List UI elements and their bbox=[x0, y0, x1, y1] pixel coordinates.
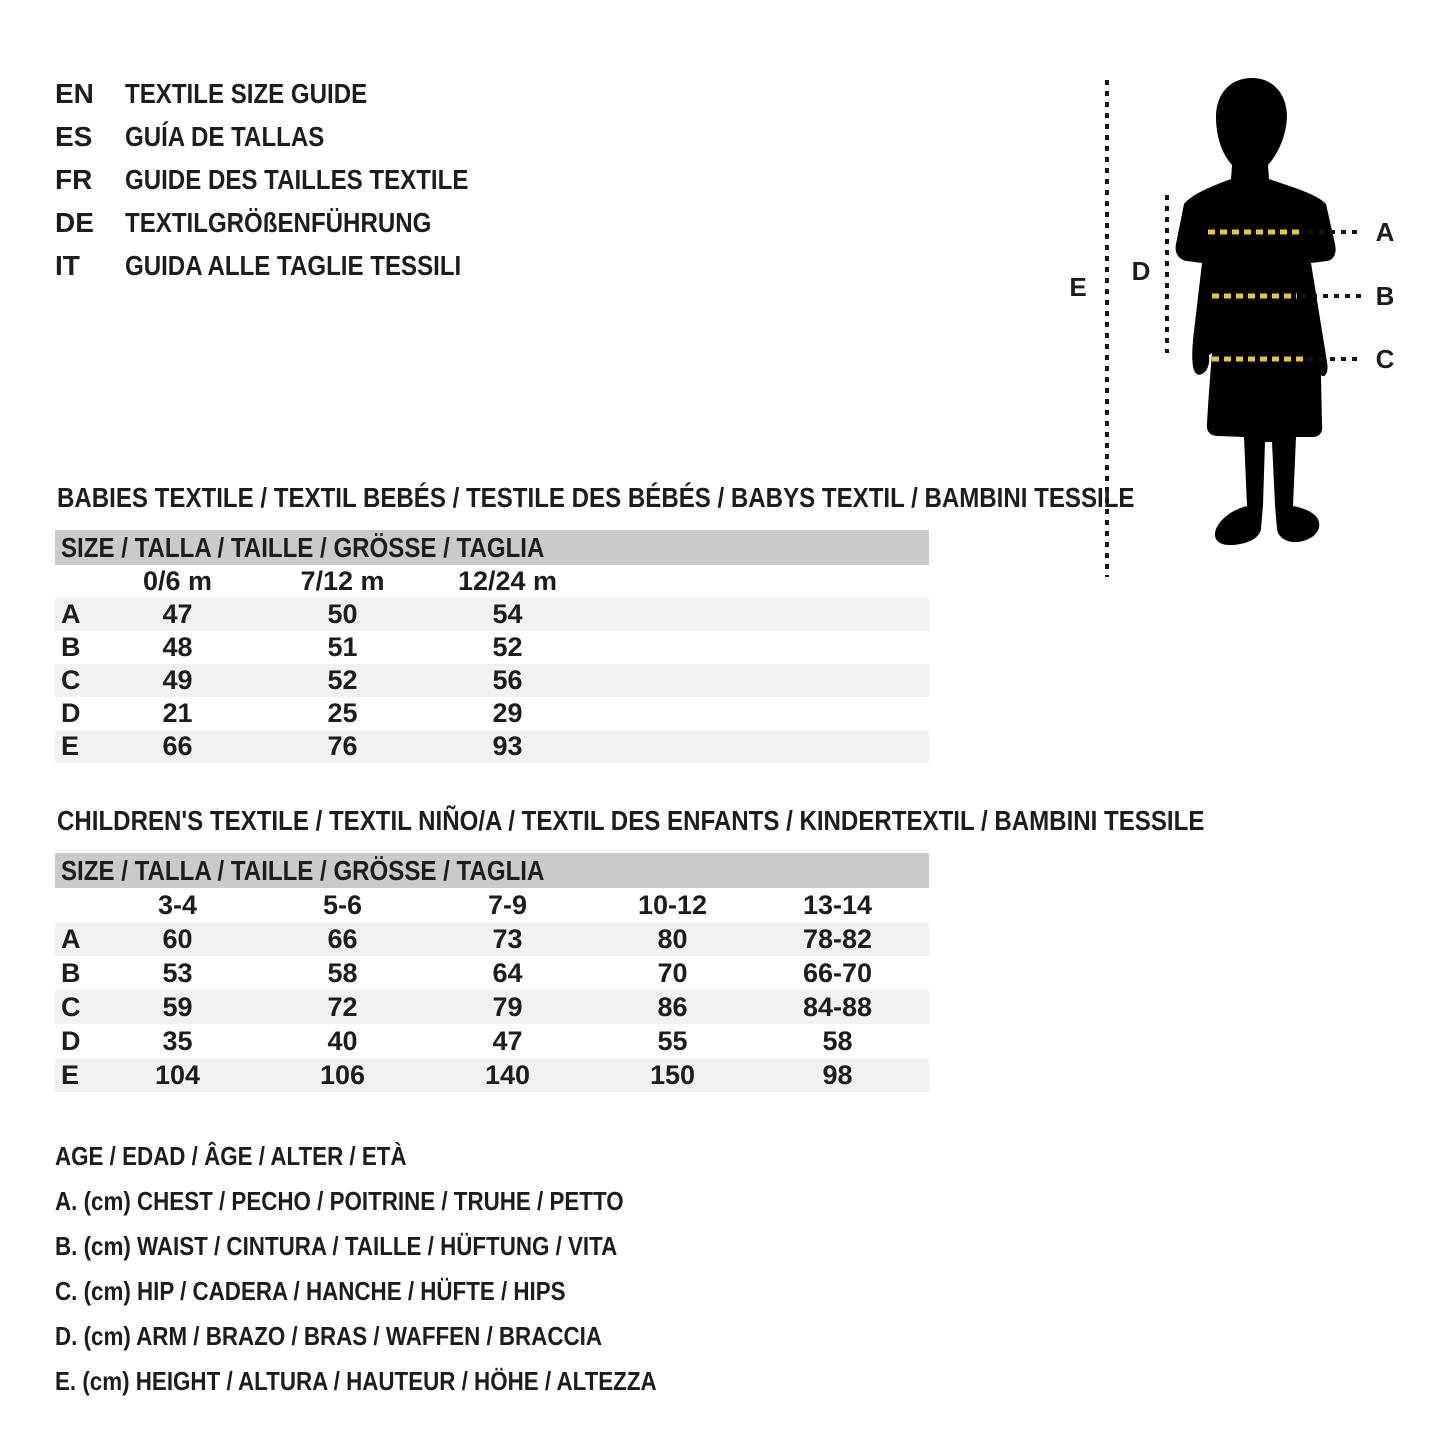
lang-row-it bbox=[55, 244, 524, 287]
value-cell: 79 bbox=[492, 991, 523, 1022]
column-header: 10-12 bbox=[637, 889, 708, 920]
value-cell: 66 bbox=[327, 923, 358, 954]
value-cell: 47 bbox=[492, 1025, 523, 1056]
lang-code: FR bbox=[55, 163, 93, 195]
table-row bbox=[55, 1058, 929, 1092]
column-header: 3-4 bbox=[157, 889, 198, 920]
language-title-list bbox=[55, 72, 524, 287]
value-cell: 48 bbox=[162, 632, 193, 662]
value-cell: 52 bbox=[327, 665, 358, 695]
babies-table bbox=[55, 530, 929, 763]
figure-label-d: D bbox=[1131, 255, 1151, 286]
table-row bbox=[55, 631, 929, 664]
legend-age: AGE / EDAD / ÂGE / ALTER / ETÀ bbox=[55, 1141, 407, 1171]
table-row bbox=[55, 730, 929, 763]
value-cell: 106 bbox=[319, 1059, 366, 1090]
legend-chest-a: A. (cm) CHEST / PECHO / POITRINE / TRUHE / PETTO bbox=[55, 1186, 624, 1216]
value-cell: 78-82 bbox=[802, 923, 873, 954]
size-bar-label: SIZE / TALLA / TAILLE / GRÖSSE / TAGLIA bbox=[61, 531, 545, 563]
value-cell: 35 bbox=[162, 1025, 193, 1056]
guide-title-fr: GUIDE DES TAILLES TEXTILE bbox=[125, 163, 469, 195]
row-label: B bbox=[61, 957, 81, 988]
row-label: D bbox=[61, 698, 81, 728]
lang-code: IT bbox=[55, 249, 80, 281]
value-cell: 52 bbox=[492, 632, 523, 662]
value-cell: 76 bbox=[327, 731, 358, 761]
guide-title-it: GUIDA ALLE TAGLIE TESSILI bbox=[125, 249, 462, 281]
size-bar-label: SIZE / TALLA / TAILLE / GRÖSSE / TAGLIA bbox=[61, 854, 545, 886]
babies-column-header-row bbox=[55, 565, 929, 598]
children-table bbox=[55, 853, 929, 1092]
value-cell: 21 bbox=[162, 698, 193, 728]
value-cell: 70 bbox=[657, 957, 688, 988]
value-cell: 98 bbox=[822, 1059, 853, 1090]
value-cell: 60 bbox=[162, 923, 193, 954]
lang-code: EN bbox=[55, 77, 94, 109]
value-cell: 72 bbox=[327, 991, 358, 1022]
lang-row-fr bbox=[55, 158, 524, 201]
guide-title-en: TEXTILE SIZE GUIDE bbox=[125, 77, 368, 109]
value-cell: 104 bbox=[154, 1059, 201, 1090]
value-cell: 47 bbox=[162, 599, 193, 629]
value-cell: 150 bbox=[649, 1059, 696, 1090]
row-label: D bbox=[61, 1025, 81, 1056]
value-cell: 53 bbox=[162, 957, 193, 988]
legend-height-e: E. (cm) HEIGHT / ALTURA / HAUTEUR / HÖHE / ALTEZZA bbox=[55, 1366, 657, 1396]
value-cell: 40 bbox=[327, 1025, 358, 1056]
column-header: 7/12 m bbox=[300, 566, 385, 596]
lang-row-es bbox=[55, 115, 524, 158]
legend-hip-c: C. (cm) HIP / CADERA / HANCHE / HÜFTE / HIPS bbox=[55, 1276, 566, 1306]
value-cell: 86 bbox=[657, 991, 688, 1022]
column-header: 0/6 m bbox=[142, 566, 213, 596]
value-cell: 59 bbox=[162, 991, 193, 1022]
row-label: E bbox=[61, 731, 80, 761]
value-cell: 66 bbox=[162, 731, 193, 761]
column-header: 7-9 bbox=[487, 889, 528, 920]
value-cell: 140 bbox=[484, 1059, 531, 1090]
table-row bbox=[55, 664, 929, 697]
lang-code: DE bbox=[55, 206, 94, 238]
value-cell: 58 bbox=[327, 957, 358, 988]
row-label: E bbox=[61, 1059, 80, 1090]
value-cell: 51 bbox=[327, 632, 358, 662]
column-header: 13-14 bbox=[802, 889, 873, 920]
row-label: B bbox=[61, 632, 81, 662]
babies-size-header-bar bbox=[55, 530, 929, 565]
legend-waist-b: B. (cm) WAIST / CINTURA / TAILLE / HÜFTUNG / VITA bbox=[55, 1231, 618, 1261]
children-column-header-row bbox=[55, 888, 929, 922]
value-cell: 93 bbox=[492, 731, 523, 761]
children-size-header-bar bbox=[55, 853, 929, 888]
lang-code: ES bbox=[55, 120, 93, 152]
value-cell: 55 bbox=[657, 1025, 688, 1056]
value-cell: 50 bbox=[327, 599, 358, 629]
value-cell: 49 bbox=[162, 665, 193, 695]
lang-row-en bbox=[55, 72, 524, 115]
table-row bbox=[55, 598, 929, 631]
table-row bbox=[55, 697, 929, 730]
babies-section-heading: BABIES TEXTILE / TEXTIL BEBÉS / TESTILE DES BÉBÉS / BABYS TEXTIL / BAMBINI TESSILE bbox=[57, 482, 1135, 513]
value-cell: 25 bbox=[327, 698, 358, 728]
value-cell: 66-70 bbox=[802, 957, 873, 988]
table-row bbox=[55, 956, 929, 990]
figure-label-c: C bbox=[1375, 343, 1395, 374]
row-label: C bbox=[61, 991, 81, 1022]
value-cell: 84-88 bbox=[802, 991, 873, 1022]
children-section-heading: CHILDREN'S TEXTILE / TEXTIL NIÑO/A / TEXTIL DES ENFANTS / KINDERTEXTIL / BAMBINI TESSILE bbox=[57, 805, 1205, 836]
legend-arm-d: D. (cm) ARM / BRAZO / BRAS / WAFFEN / BRACCIA bbox=[55, 1321, 602, 1351]
guide-title-de: TEXTILGRÖßENFÜHRUNG bbox=[125, 206, 432, 238]
value-cell: 80 bbox=[657, 923, 688, 954]
value-cell: 58 bbox=[822, 1025, 853, 1056]
value-cell: 54 bbox=[492, 599, 523, 629]
guide-title-es: GUÍA DE TALLAS bbox=[125, 120, 325, 152]
row-label: A bbox=[61, 923, 81, 954]
table-row bbox=[55, 922, 929, 956]
value-cell: 56 bbox=[492, 665, 523, 695]
column-header: 5-6 bbox=[322, 889, 363, 920]
table-row bbox=[55, 990, 929, 1024]
lang-row-de bbox=[55, 201, 524, 244]
value-cell: 73 bbox=[492, 923, 523, 954]
figure-label-a: A bbox=[1375, 216, 1395, 247]
row-label: C bbox=[61, 665, 81, 695]
table-row bbox=[55, 1024, 929, 1058]
value-cell: 64 bbox=[492, 957, 523, 988]
measurement-legend bbox=[55, 1134, 755, 1404]
figure-label-b: B bbox=[1375, 280, 1395, 311]
column-header: 12/24 m bbox=[457, 566, 558, 596]
row-label: A bbox=[61, 599, 81, 629]
child-silhouette bbox=[1176, 78, 1336, 545]
value-cell: 29 bbox=[492, 698, 523, 728]
figure-label-e: E bbox=[1069, 271, 1087, 302]
